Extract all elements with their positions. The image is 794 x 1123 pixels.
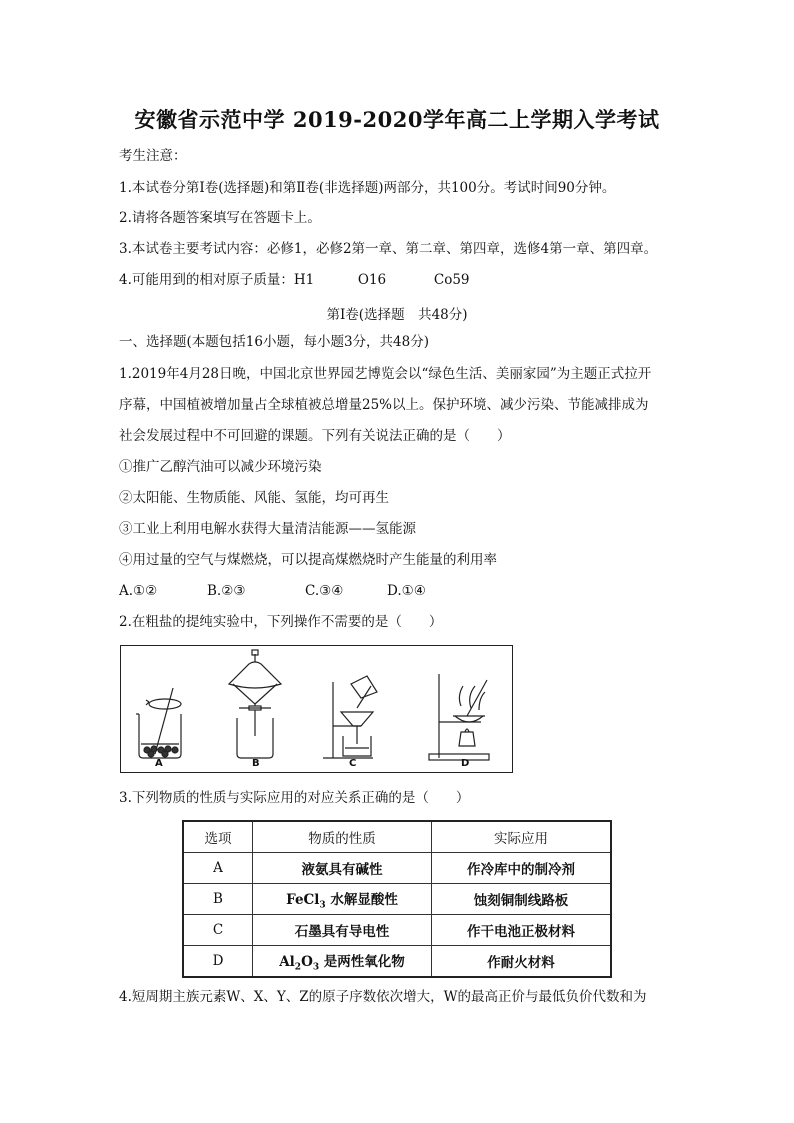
- cell-option: D: [183, 946, 253, 978]
- formula-part: FeCl: [286, 891, 320, 908]
- formula-part: Al: [279, 953, 295, 970]
- q2-stem: 2.在粗盐的提纯实验中，下列操作不需要的是（ ）: [119, 614, 443, 630]
- notice-item: 2.请将各题答案填写在答题卡上。: [119, 210, 321, 226]
- q1-option-d[interactable]: D.①④: [387, 583, 426, 599]
- page-title: 安徽省示范中学 2019-2020学年高二上学期入学考试: [134, 107, 660, 132]
- notice-heading: 考生注意：: [119, 148, 187, 164]
- q1-statement: ②太阳能、生物质能、风能、氢能，均可再生: [119, 490, 389, 506]
- q1-stem-line: 社会发展过程中不可回避的课题。下列有关说法正确的是（ ）: [119, 428, 511, 444]
- cell-property: [253, 946, 432, 978]
- cell-option: C: [183, 915, 253, 946]
- apparatus-b-funnel: [229, 650, 281, 758]
- q1-statement: ④用过量的空气与煤燃烧，可以提高煤燃烧时产生能量的利用率: [119, 552, 497, 568]
- cell-application: 作干电池正极材料: [432, 915, 612, 946]
- q1-stem-line: 序幕，中国植被增加量占全球植被总增量25%以上。保护环境、减少污染、节能减排成为: [119, 397, 649, 413]
- figure-label-d: D: [461, 758, 470, 769]
- part-heading: 第Ⅰ卷(选择题 共48分): [326, 307, 468, 323]
- formula-subscript: 2: [294, 962, 302, 973]
- apparatus-drawings: [121, 646, 514, 774]
- cell-application: 作冷库中的制冷剂: [432, 853, 612, 884]
- cell-property: 石墨具有导电性: [253, 915, 432, 946]
- property-text: 水解显酸性: [325, 891, 398, 908]
- q1-stem-line: 1.2019年4月28日晚，中国北京世界园艺博览会以“绿色生活、美丽家园”为主题正式拉开: [119, 366, 652, 382]
- formula-part: O: [301, 953, 313, 970]
- q4-stem: 4.短周期主族元素W、X、Y、Z的原子序数依次增大，W的最高正价与最低负价代数和为: [119, 989, 647, 1005]
- mass-h: H1: [293, 272, 315, 288]
- figure-label-c: C: [349, 758, 357, 769]
- table-header-row: [183, 821, 611, 853]
- q1-option-b[interactable]: B.②③: [207, 583, 246, 599]
- section-heading: 一、选择题(本题包括16小题，每小题3分，共48分): [119, 334, 429, 350]
- q2-figure: [120, 645, 513, 773]
- cell-property: [253, 884, 432, 915]
- atomic-masses: [119, 272, 470, 288]
- q3-stem: 3.下列物质的性质与实际应用的对应关系正确的是（ ）: [119, 790, 470, 806]
- apparatus-c-filtration: [323, 676, 377, 758]
- apparatus-a-beaker: [136, 688, 181, 758]
- figure-label-b: B: [252, 758, 260, 769]
- mass-o: O16: [357, 272, 387, 288]
- atomic-masses-label: 4.可能用到的相对原子质量：: [119, 272, 294, 288]
- formula-subscript: 3: [312, 962, 320, 973]
- mass-co: Co59: [433, 272, 470, 288]
- q1-option-c[interactable]: C.③④: [305, 583, 344, 599]
- table-row: [183, 853, 611, 884]
- col-header: 物质的性质: [253, 821, 432, 853]
- apparatus-d-evaporation: [429, 674, 489, 760]
- cell-property: 液氨具有碱性: [253, 853, 432, 884]
- formula-subscript: 3: [319, 900, 326, 911]
- q1-statement: ③工业上利用电解水获得大量清洁能源——氢能源: [119, 521, 416, 537]
- table-row: [183, 884, 611, 915]
- q1-options: [119, 583, 426, 599]
- col-header: 实际应用: [432, 821, 612, 853]
- cell-application: 蚀刻铜制线路板: [432, 884, 612, 915]
- q3-table: [182, 820, 612, 978]
- col-header: 选项: [183, 821, 253, 853]
- table-row: [183, 946, 611, 978]
- cell-option: B: [183, 884, 253, 915]
- q1-option-a[interactable]: A.①②: [119, 583, 158, 599]
- notice-item: 3.本试卷主要考试内容：必修1，必修2第一章、第二章、第四章，选修4第一章、第四章。: [119, 241, 658, 257]
- property-text: 是两性氧化物: [319, 953, 405, 970]
- cell-application: 作耐火材料: [432, 946, 612, 978]
- figure-label-a: A: [155, 758, 163, 769]
- cell-option: A: [183, 853, 253, 884]
- table-row: [183, 915, 611, 946]
- notice-item: 1.本试卷分第Ⅰ卷(选择题)和第Ⅱ卷(非选择题)两部分，共100分。考试时间90分钟。: [119, 180, 616, 196]
- q1-statement: ①推广乙醇汽油可以减少环境污染: [119, 459, 322, 475]
